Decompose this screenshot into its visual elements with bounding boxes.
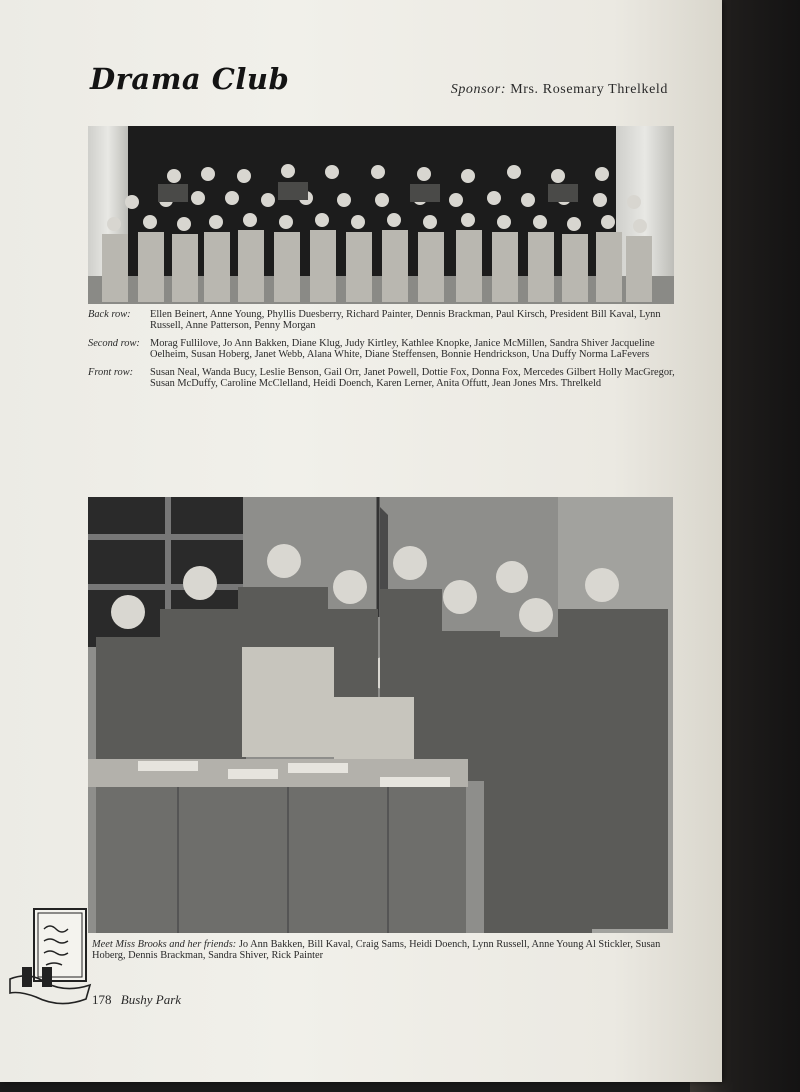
group-photo: [88, 126, 674, 304]
caption-front-row: [88, 367, 678, 390]
school-name: Bushy Park: [120, 992, 182, 1007]
sponsor-label: Sponsor:: [450, 82, 507, 97]
row-names: Ellen Beinert, Anne Young, Phyllis Duesberry, Richard Painter, Dennis Brackman, Paul Kirsch, President Bill Kaval, Lynn Russell, Anne Patterson, Penny Morgan: [150, 309, 661, 332]
row-label: Second row:: [88, 337, 140, 349]
page-footer: [92, 992, 181, 1008]
sponsor-name: Mrs. Rosemary Threlkeld: [510, 82, 668, 97]
row-label: Back row:: [88, 309, 131, 320]
group-photo-caption: [88, 309, 678, 395]
row-names: Morag Fullilove, Jo Ann Bakken, Diane Klug, Judy Kirtley, Kathlee Knopke, Janice McMillen, Sandra Shiver Jacqueline Oelheim, Susan Hoberg, Janet Webb, Alana White, Diane Steffensen, Bonnie Hendrickson, Una Duffy Norma LaFevers: [150, 337, 655, 361]
caption-label: Meet Miss Brooks and her friends:: [92, 939, 237, 950]
caption-back-row: [88, 309, 678, 332]
caption-second-row: [88, 338, 678, 361]
miss-brooks-photo: [88, 497, 673, 933]
sponsor-line: [451, 82, 668, 98]
miss-brooks-caption: [92, 939, 677, 962]
row-names: Susan Neal, Wanda Bucy, Leslie Benson, Gail Orr, Janet Powell, Dottie Fox, Donna Fox, Mercedes Gilbert Holly MacGregor, Susan McDuffy, Caroline McClelland, Heidi Doench, Karen Lerner, Anita Offutt, Jean Jones Mrs. Threlkeld: [150, 366, 675, 390]
book-logo-illustration: [8, 905, 94, 1010]
caption-names: Jo Ann Bakken, Bill Kaval, Craig Sams, Heidi Doench, Lynn Russell, Anne Young Al Stickler, Susan Hoberg, Dennis Brackman, Sandra Shiver, Rick Painter: [92, 939, 661, 962]
page-number: 178: [92, 992, 112, 1007]
row-label: Front row:: [88, 366, 134, 378]
club-title: Drama Club: [90, 62, 290, 96]
